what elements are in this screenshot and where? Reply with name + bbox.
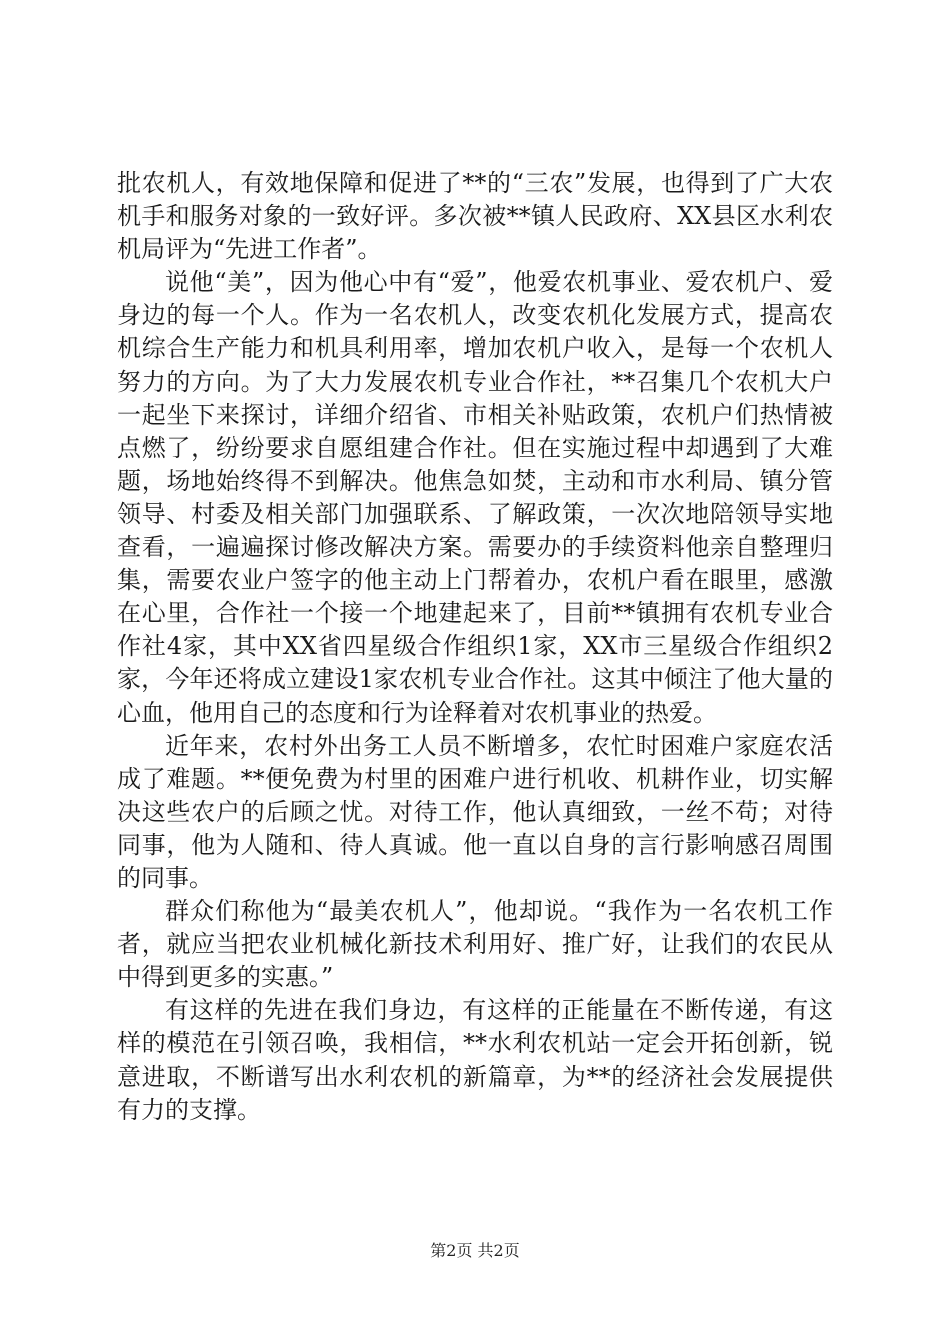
paragraph-3: 近年来，农村外出务工人员不断增多，农忙时困难户家庭农活成了难题。**便免费为村里的困难户进行机收、机耕作业，切实解决这些农户的后顾之忧。对待工作，他认真细致，一丝不苟；对待同事，他为人随和、待人真诚。他一直以自身的言行影响感召周围的同事。 [117,731,833,892]
paragraph-2: 说他“美”，因为他心中有“爱”，他爱农机事业、爱农机户、爱身边的每一个人。作为一名农机人，改变农机化发展方式，提高农机综合生产能力和机具利用率，增加农机户收入，是每一个农机人努力的方向。为了大力发展农机专业合作社，**召集几个农机大户一起坐下来探讨，详细介绍省、市相关补贴政策，农机户们热情被点燃了，纷纷要求自愿组建合作社。但在实施过程中却遇到了大难题，场地始终得不到解决。他焦急如焚，主动和市水利局、镇分管领导、村委及相关部门加强联系、了解政策，一次次地陪领导实地查看，一遍遍探讨修改解决方案。需要办的手续资料他亲自整理归集，需要农业户签字的他主动上门帮着办，农机户看在眼里，感激在心里，合作社一个接一个地建起来了，目前**镇拥有农机专业合作社4家，其中XX省四星级合作组织1家，XX市三星级合作组织2家，今年还将成立建设1家农机专业合作社。这其中倾注了他大量的心血，他用自己的态度和行为诠释着对农机事业的热爱。 [117,268,833,727]
page-footer: 第2页 共2页 [430,1241,520,1260]
paragraph-4: 群众们称他为“最美农机人”，他却说。“我作为一名农机工作者，就应当把农业机械化新技术利用好、推广好，让我们的农民从中得到更多的实惠。” [117,897,833,992]
document-body [117,167,833,1127]
paragraph-5: 有这样的先进在我们身边，有这样的正能量在不断传递，有这样的模范在引领召唤，我相信，**水利农机站一定会开拓创新，锐意进取，不断谱写出水利农机的新篇章，为**的经济社会发展提供有力的支撑。 [117,996,833,1124]
paragraph-1: 批农机人，有效地保障和促进了**的“三农”发展，也得到了广大农机手和服务对象的一致好评。多次被**镇人民政府、XX县区水利农机局评为“先进工作者”。 [117,169,833,264]
